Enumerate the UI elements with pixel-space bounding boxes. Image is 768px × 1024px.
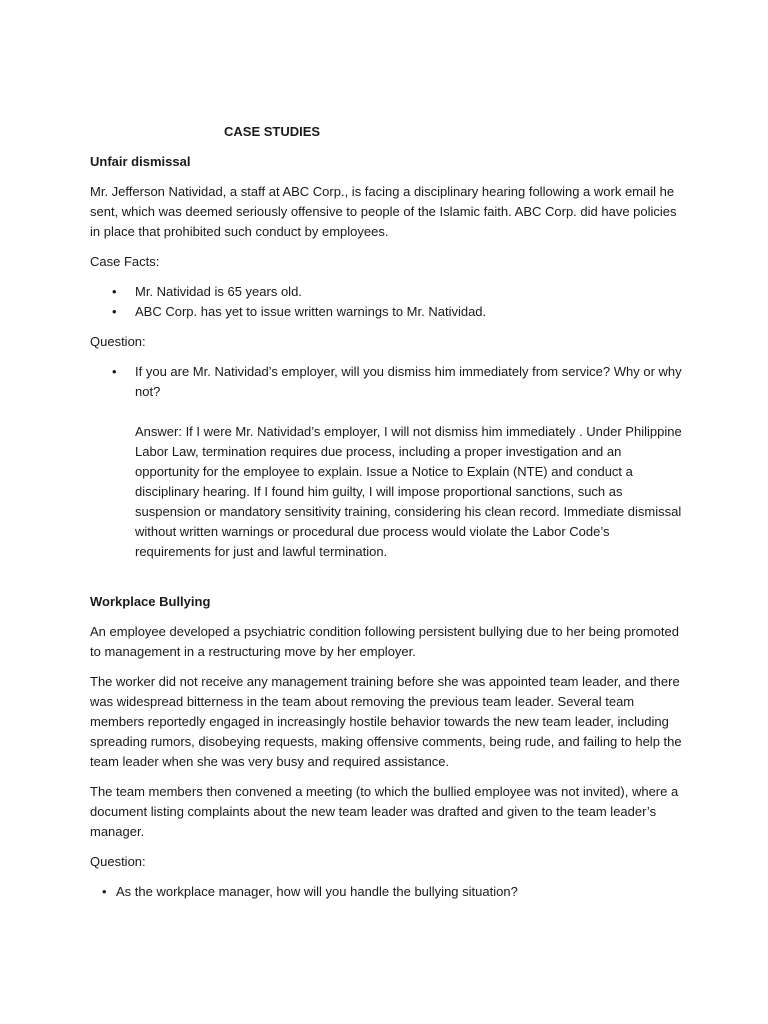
list-item: • As the workplace manager, how will you handle the bullying situation? — [90, 882, 682, 902]
question-label: Question: — [90, 854, 146, 869]
case-facts-label: Case Facts: — [90, 254, 160, 269]
bullying-paragraph-1: An employee developed a psychiatric condition following persistent bullying due to her being promoted to management in a restructuring move by her employer. — [90, 624, 679, 659]
bullying-paragraph-2: The worker did not receive any management training before she was appointed team leader, and there was widespread bitterness in the team about removing the previous team leader. Several team members reportedly engaged in increasingly hostile behavior towards the new team leader, including spreading rumors, disobeying requests, making offensive comments, being rude, and failing to help the team leader when she was very busy and required assistance. — [90, 674, 682, 769]
case-intro-paragraph: Mr. Jefferson Natividad, a staff at ABC Corp., is facing a disciplinary hearing following a work email he sent, which was deemed seriously offensive to people of the Islamic faith. ABC Corp. did have policies in place that prohibited such conduct by employees. — [90, 184, 677, 239]
answer-paragraph: Answer: If I were Mr. Natividad’s employer, I will not dismiss him immediately . Under Philippine Labor Law, termination requires due process, including a proper investigation and an opportunity for the employee to explain. Issue a Notice to Explain (NTE) and conduct a disciplinary hearing. If I found him guilty, I will impose proportional sanctions, such as suspension or mandatory sensitivity training, considering his clean record. Immediate dismissal without written warnings or procedural due process would violate the Labor Code’s requirements for just and lawful termination. — [135, 424, 682, 559]
section-heading-unfair-dismissal: Unfair dismissal — [90, 154, 191, 169]
page-title: CASE STUDIES — [224, 124, 321, 139]
list-item: • Mr. Natividad is 65 years old. — [90, 282, 682, 302]
section-divider — [90, 562, 682, 592]
question-text: If you are Mr. Natividad’s employer, will you dismiss him immediately from service? Why or why not? — [135, 364, 682, 399]
question-list — [90, 882, 682, 902]
question-list — [90, 362, 682, 402]
document-page — [90, 122, 682, 912]
question-label: Question: — [90, 334, 146, 349]
list-item: • ABC Corp. has yet to issue written warnings to Mr. Natividad. — [90, 302, 682, 322]
section-heading-workplace-bullying: Workplace Bullying — [90, 594, 211, 609]
case-facts-list — [90, 282, 682, 322]
bullying-paragraph-3: The team members then convened a meeting (to which the bullied employee was not invited), where a document listing complaints about the new team leader was drafted and given to the team leader’s manager. — [90, 784, 679, 839]
list-item — [90, 362, 682, 402]
